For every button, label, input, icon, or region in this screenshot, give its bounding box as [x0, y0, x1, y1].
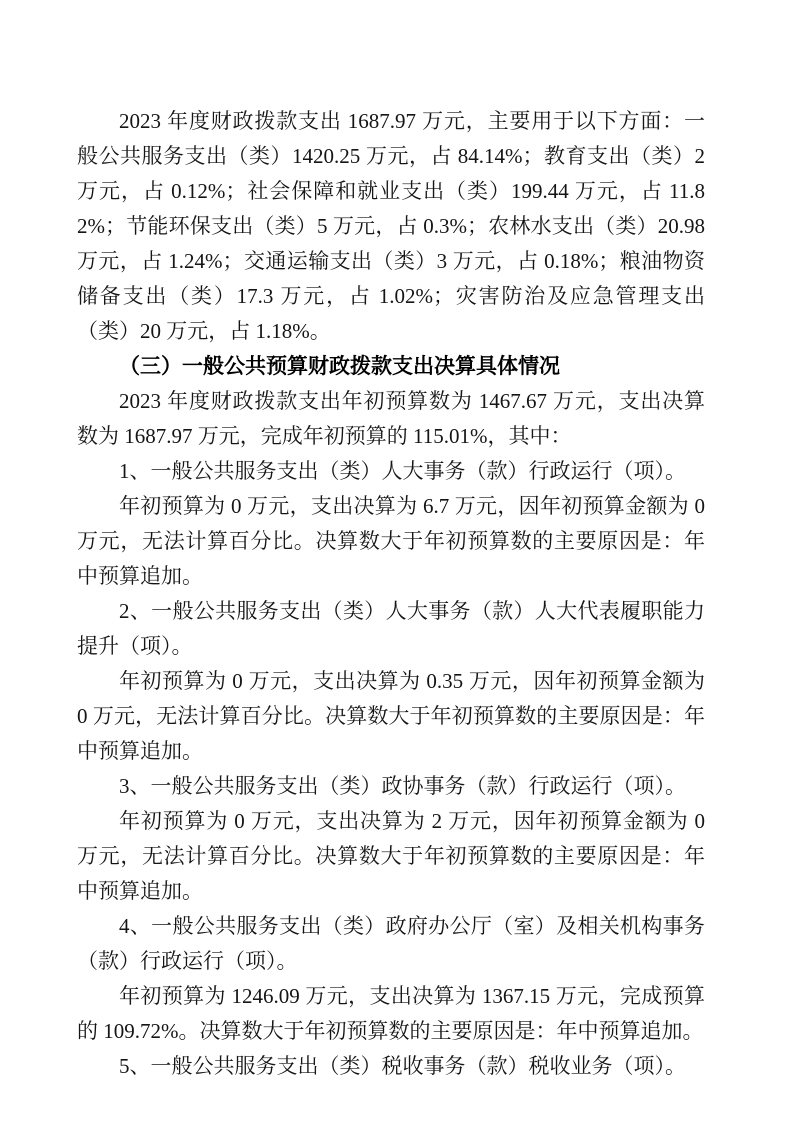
document-body: [77, 104, 705, 1084]
paragraph: 2023 年度财政拨款支出年初预算数为 1467.67 万元，支出决算数为 1687.97 万元，完成年初预算的 115.01%，其中：: [77, 389, 705, 448]
paragraph: 年初预算为 0 万元，支出决算为 6.7 万元，因年初预算金额为 0 万元，无法计算百分比。决算数大于年初预算数的主要原因是：年中预算追加。: [77, 494, 705, 588]
paragraph: 2023 年度财政拨款支出 1687.97 万元，主要用于以下方面：一般公共服务支出（类）1420.25 万元，占 84.14%；教育支出（类）2 万元，占 0.12%；社会保障和就业支出（类）199.44 万元，占 11.82%；节能环保支出（类）5 万元，占 0.3%；农林水支出（类）20.98 万元，占 1.24%；交通运输支出（类）3 万元，占 0.18%；粮油物资储备支出（类）17.3 万元，占 1.02%；灾害防治及应急管理支出（类）20 万元，占 1.18%。: [77, 109, 705, 343]
paragraph: 年初预算为 0 万元，支出决算为 2 万元，因年初预算金额为 0 万元，无法计算百分比。决算数大于年初预算数的主要原因是：年中预算追加。: [77, 809, 705, 903]
paragraph: 2、一般公共服务支出（类）人大事务（款）人大代表履职能力提升（项）。: [77, 599, 705, 658]
paragraph: 1、一般公共服务支出（类）人大事务（款）行政运行（项）。: [119, 459, 686, 483]
paragraph: 4、一般公共服务支出（类）政府办公厅（室）及相关机构事务（款）行政运行（项）。: [77, 914, 705, 973]
paragraph: 年初预算为 0 万元，支出决算为 0.35 万元，因年初预算金额为 0 万元，无法计算百分比。决算数大于年初预算数的主要原因是：年中预算追加。: [77, 669, 705, 763]
paragraph: 年初预算为 1246.09 万元，支出决算为 1367.15 万元，完成预算的 109.72%。决算数大于年初预算数的主要原因是：年中预算追加。: [77, 984, 705, 1043]
section-heading: （三）一般公共预算财政拨款支出决算具体情况: [119, 355, 560, 378]
paragraph: 3、一般公共服务支出（类）政协事务（款）行政运行（项）。: [119, 774, 686, 798]
paragraph: 5、一般公共服务支出（类）税收事务（款）税收业务（项）。: [119, 1054, 686, 1078]
